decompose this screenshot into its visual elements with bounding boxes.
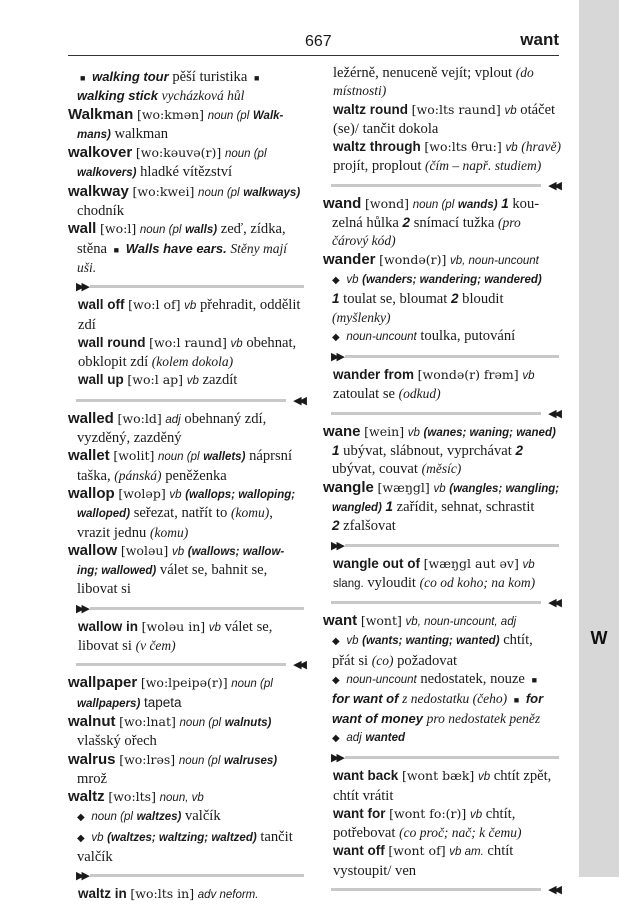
entry-walnut: walnut [wo:lnat] noun (pl walnuts) vlašský ořech xyxy=(68,712,272,750)
diamond-bullet-icon: ◆ xyxy=(332,675,340,687)
subentry-start-arrow xyxy=(68,867,306,883)
subentry-end-arrow xyxy=(68,656,306,672)
subentry-start-arrow xyxy=(68,278,306,294)
square-bullet-icon: ■ xyxy=(513,695,520,706)
entry-wand: wand [wond] noun (pl wands) 1 kou- zelná hůlka 2 snímací tužka (pro čárový kód) xyxy=(323,194,540,249)
right-column xyxy=(323,64,561,899)
running-head: want xyxy=(520,30,559,49)
entry-wall-off: wall off [wo:l of] vb přehradit, oddělit zdí xyxy=(78,297,301,333)
double-arrow-left-icon: ◀◀ xyxy=(548,406,559,420)
diamond-bullet-icon: ◆ xyxy=(332,732,340,744)
entry-wall-round: wall round [wo:l raund] vb obehnat, obklopit zdí (kolem dokola) xyxy=(78,334,297,371)
subentry-end-arrow xyxy=(68,392,306,408)
subentry-start-arrow xyxy=(323,537,561,553)
subentry-end-arrow xyxy=(323,177,561,193)
diamond-bullet-icon: ◆ xyxy=(332,331,340,343)
subentry-end-arrow xyxy=(323,594,561,610)
entry-wangle: wangle [wæŋgl] vb (wangles; wangling; wangled) 1 zařídit, sehnat, schrastit 2 zfalšovat xyxy=(323,478,560,535)
square-bullet-icon: ■ xyxy=(113,244,120,255)
double-arrow-right-icon: ▶▶ xyxy=(76,601,87,615)
entry-walkway: walkway [wo:kwei] noun (pl walkways) chodník xyxy=(68,182,301,220)
header-rule xyxy=(68,55,559,56)
diamond-bullet-icon: ◆ xyxy=(77,832,85,844)
entry-walrus: walrus [wo:lrəs] noun (pl walruses) mrož xyxy=(68,750,278,787)
entry-want: want [wont] vb, noun-uncount, adj ◆ vb (wants; wanting; wanted) chtít, přát si (co) požadovat ◆ noun-uncount nedostatek, nouze ■ for want of z nedostatku (čeho) ■ for want of money pro nedostatek peněz ◆ adj wanted xyxy=(323,612,544,744)
entry-walking-tour: ■ walking tour pěší turistika ■ walking stick vycházková hůl xyxy=(77,69,260,104)
double-arrow-right-icon: ▶▶ xyxy=(331,538,342,552)
subentry-start-arrow xyxy=(323,749,561,765)
entry-wallow-in: wallow in [woləu in] vb válet se, libovat si (v čem) xyxy=(78,618,273,655)
square-bullet-icon: ■ xyxy=(80,73,86,83)
double-arrow-left-icon: ◀◀ xyxy=(548,882,559,896)
entry-want-back: want back [wont bæk] vb chtít zpět, chtít vrátit xyxy=(333,768,552,804)
entry-want-off: want off [wont of] vb am. chtít vystoupit/ ven xyxy=(333,843,514,879)
entry-waltz-in-continued: ležérně, nenuceně vejít; vplout (do místnosti) xyxy=(333,65,534,99)
entry-wall: wall [wo:l] noun (pl walls) zeď, zídka, stěna ■ Walls have ears. Stěny mají uši. xyxy=(68,220,287,275)
double-arrow-right-icon: ▶▶ xyxy=(76,869,87,883)
diamond-bullet-icon: ◆ xyxy=(332,636,340,648)
square-bullet-icon: ■ xyxy=(253,73,260,83)
entry-wallop: wallop [woləp] vb (wallops; walloping; walloped) seřezat, natřít to (komu), vrazit jednu (komu) xyxy=(68,484,296,541)
entry-wander-from: wander from [wondə(r) frəm] vb zatoulat se (odkud) xyxy=(333,367,535,403)
page-number: 667 xyxy=(305,33,332,50)
square-bullet-icon: ■ xyxy=(531,675,538,686)
subentry-end-arrow xyxy=(323,405,561,421)
entry-wane: wane [wein] vb (wanes; waning; waned) 1 ubývat, slábnout, vyprchávat 2 ubývat, couvat (měsíc) xyxy=(323,422,556,478)
entry-waltz-through: waltz through [wo:lts θru:] vb (hravě) projít, proplout (čím – např. studiem) xyxy=(333,139,561,175)
diamond-bullet-icon: ◆ xyxy=(332,274,340,286)
entry-waltz: waltz [wo:lts] noun, vb ◆ noun (pl waltzes) valčík ◆ vb (waltzes; waltzing; waltzed) tančit valčík xyxy=(68,788,293,865)
entry-wall-up: wall up [wo:l ap] vb zazdít xyxy=(78,372,238,389)
thumb-index-tab xyxy=(579,0,619,877)
entry-want-for: want for [wont fo:(r)] vb chtít, potřebovat (co proč; nač; k čemu) xyxy=(333,805,522,842)
entry-walkman: Walkman [wo:kmən] noun (pl Walk- mans) walkman xyxy=(68,105,284,142)
double-arrow-right-icon: ▶▶ xyxy=(331,350,342,364)
double-arrow-left-icon: ◀◀ xyxy=(293,658,304,672)
entry-wander: wander [wondə(r)] vb, noun-uncount ◆ vb (wanders; wandering; wandered) 1 toulat se, bloumat 2 bloudit (myšlenky) ◆ noun-uncount toulka, putování xyxy=(323,250,542,344)
entry-waltz-round: waltz round [wo:lts raund] vb otáčet (se)/ tančit dokola xyxy=(333,101,556,137)
subentry-start-arrow xyxy=(68,600,306,616)
entry-wallet: wallet [wolit] noun (pl wallets) náprsní taška, (pánská) peněženka xyxy=(68,447,293,484)
diamond-bullet-icon: ◆ xyxy=(77,812,85,824)
subentry-end-arrow xyxy=(323,881,561,897)
double-arrow-left-icon: ◀◀ xyxy=(548,596,559,610)
double-arrow-left-icon: ◀◀ xyxy=(548,178,559,192)
left-column xyxy=(68,64,306,905)
entry-wallpaper: wallpaper [wo:lpeipə(r)] noun (pl wallpapers) tapeta xyxy=(68,674,273,710)
double-arrow-right-icon: ▶▶ xyxy=(331,751,342,765)
thumb-index-letter: W xyxy=(590,628,608,648)
entry-waltz-in: waltz in [wo:lts in] adv neform. xyxy=(78,886,259,902)
entry-walled: walled [wo:ld] adj obehnaný zdí, vyzděný, zazděný xyxy=(68,409,267,447)
entry-walkover: walkover [wo:kəuvə(r)] noun (pl walkovers) hladké vítězství xyxy=(68,144,267,181)
subentry-start-arrow xyxy=(323,348,561,364)
entry-wangle-out-of: wangle out of [wæŋgl aut əv] vb slang. vyloudit (co od koho; na kom) xyxy=(333,555,536,591)
double-arrow-right-icon: ▶▶ xyxy=(76,280,87,294)
double-arrow-left-icon: ◀◀ xyxy=(293,393,304,407)
entry-wallow: wallow [woləu] vb (wallows; wallow- ing; wallowed) válet se, bahnit se, libovat si xyxy=(68,541,285,598)
